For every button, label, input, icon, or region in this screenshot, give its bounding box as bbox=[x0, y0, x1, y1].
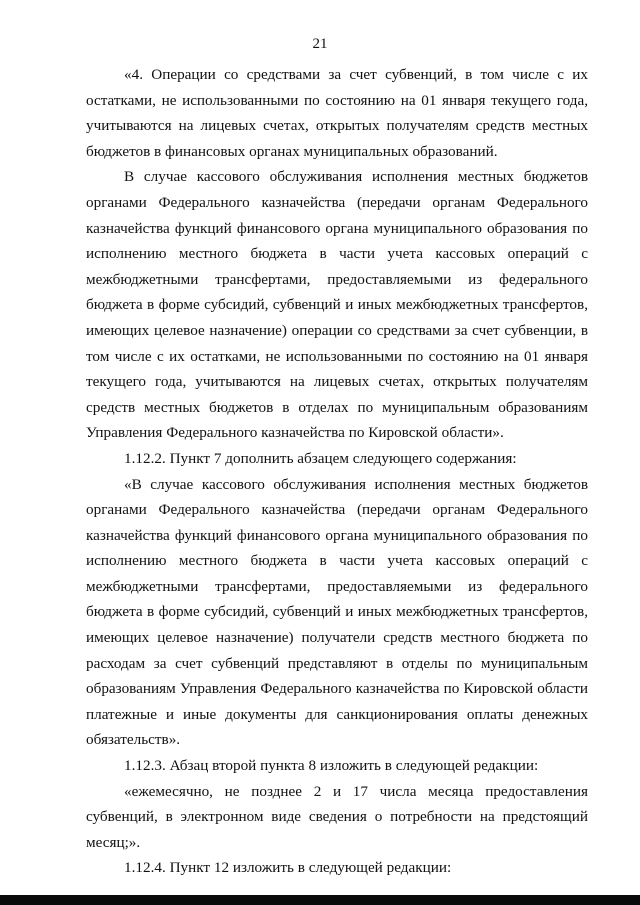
paragraph-treasury-servicing-recipients: «В случае кассового обслуживания исполнения местных бюджетов органами Федерального казначейства (передачи органам Федерального казначейства функций финансового органа муниципального образования по исполнению местного бюджета в части учета кассовых операций с межбюджетными трансфертами, предоставляемыми из федерального бюджета в форме субсидий, субвенций и иных межбюджетных трансфертов, имеющих целевое назначение) получатели средств местного бюджета по расходам за счет субвенций представляют в отделы по муниципальным образованиям Управления Федерального казначейства по Кировской области платежные и иные документы для санкционирования оплаты денежных обязательств». bbox=[86, 475, 588, 749]
document-body bbox=[86, 62, 588, 881]
paragraph-clause-1-12-2: 1.12.2. Пункт 7 дополнить абзацем следующего содержания: bbox=[124, 449, 517, 467]
scan-bottom-border bbox=[0, 895, 640, 905]
paragraph-clause-1-12-4: 1.12.4. Пункт 12 изложить в следующей редакции: bbox=[124, 859, 452, 877]
paragraph-operations-subventions: «4. Операции со средствами за счет субвенций, в том числе с их остатками, не использованными по состоянию на 01 января текущего года, учитываются на лицевых счетах, открытых получателям средств местных бюджетов в финансовых органах муниципальных образований. bbox=[86, 66, 588, 160]
page-number: 21 bbox=[312, 36, 328, 52]
paragraph-clause-1-12-3: 1.12.3. Абзац второй пункта 8 изложить в следующей редакции: bbox=[124, 757, 539, 775]
paragraph-monthly-deadline: «ежемесячно, не позднее 2 и 17 числа месяца предоставления субвенций, в электронном виде сведения о потребности на предстоящий месяц;». bbox=[86, 782, 588, 851]
paragraph-treasury-servicing: В случае кассового обслуживания исполнения местных бюджетов органами Федерального казначейства (передачи органам Федерального казначейства функций финансового органа муниципального образования по исполнению местного бюджета в части учета кассовых операций с межбюджетными трансфертами, предоставляемыми из федерального бюджета в форме субсидий, субвенций и иных межбюджетных трансфертов, имеющих целевое назначение) операции со средствами за счет субвенции, в том числе с их остатками, не использованными по состоянию на 01 января текущего года, учитываются на лицевых счетах, открытых получателям средств местных бюджетов в отделах по муниципальным образованиям Управления Федерального казначейства по Кировской области». bbox=[86, 168, 588, 442]
